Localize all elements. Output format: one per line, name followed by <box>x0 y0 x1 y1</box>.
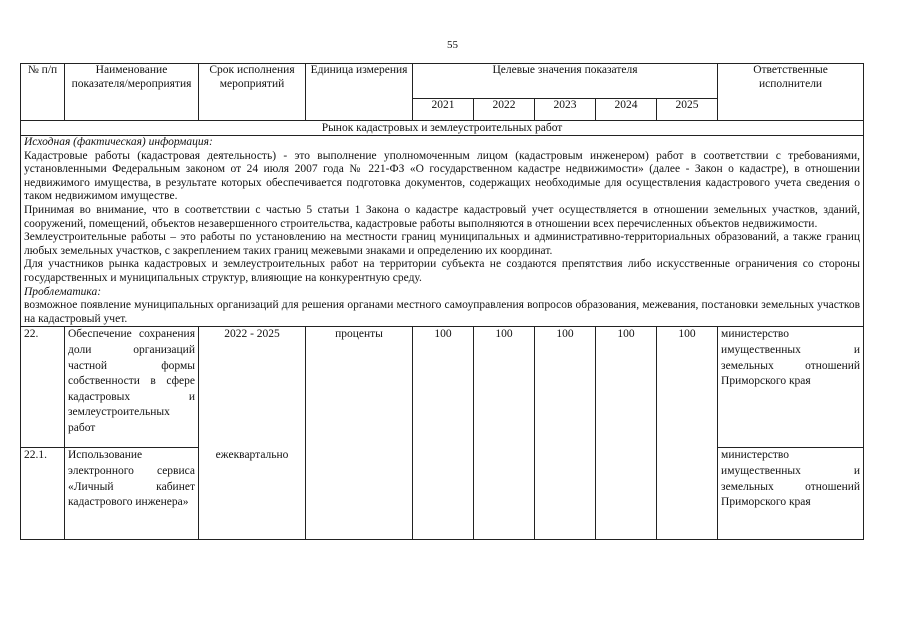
year-2025: 2025 <box>657 99 718 121</box>
row-value-2024: 100 <box>596 327 657 540</box>
row-num: 22. <box>21 327 65 448</box>
row-value-2025: 100 <box>657 327 718 540</box>
row-value-2023: 100 <box>535 327 596 540</box>
header-name: Наименование показателя/мероприятия <box>65 64 199 121</box>
header-unit: Единица измерения <box>306 64 413 121</box>
header-target: Целевые значения показателя <box>413 64 718 99</box>
initial-info-label: Исходная (фактическая) информация: <box>24 136 213 148</box>
row-term: 2022 - 2025 ежеквартально <box>199 327 306 540</box>
info-paragraph-3: Землеустроительные работы – это работы по установлению на местности границ муниципальных и административно-территориальных образований, а также границ любых земельных участков, с закреплением таких границ межевыми знаками и определению их координат. <box>24 231 861 257</box>
year-2022: 2022 <box>474 99 535 121</box>
row-unit: проценты <box>306 327 413 540</box>
row-responsible: министерство имущественных и земельных отношений Приморского края <box>718 327 864 448</box>
section-row <box>21 121 864 136</box>
row-value-2021: 100 <box>413 327 474 540</box>
indicators-table <box>20 63 864 540</box>
problem-label: Проблематика: <box>24 285 102 298</box>
header-row <box>21 64 864 99</box>
row-name: Использование электронного сервиса «Личный кабинет кадастрового инженера» <box>65 448 199 540</box>
page-number: 55 <box>447 39 458 51</box>
header-num: № п/п <box>21 64 65 121</box>
row-term-2: ежеквартально <box>215 448 289 461</box>
section-title: Рынок кадастровых и землеустроительных работ <box>21 121 864 136</box>
year-2023: 2023 <box>535 99 596 121</box>
problem-paragraph: возможное появление муниципальных организаций для решения органами местного самоуправления вопросов образования, межевания, постановки земельных участков на кадастровый учет. <box>24 299 861 325</box>
info-paragraph-1: Кадастровые работы (кадастровая деятельность) - это выполнение уполномоченным лицом (кадастровым инженером) работ в соответствии с требованиями, установленными Федеральным законом от 24 июля 2007 года № 221-ФЗ «О государственном кадастре недвижимости» (далее - Закон о кадастре), в отношении недвижимого имущества, в результате которых обеспечивается подготовка документов, содержащих необходимые для осуществления кадастрового учета сведения о таком недвижимом имуществе. <box>24 149 861 203</box>
info-paragraph-4: Для участников рынка кадастровых и землеустроительных работ на территории субъекта не создаются препятствия либо искусственные ограничения со стороны государственных и муниципальных структур, влияющие на конкурентную среду. <box>24 258 861 284</box>
row-num: 22.1. <box>21 448 65 540</box>
info-paragraph-2: Принимая во внимание, что в соответствии с частью 5 статьи 1 Закона о кадастре кадастровый учет осуществляется в отношении земельных участков, зданий, сооружений, помещений, объектов незавершенного строительства, кадастровые работы выполняются в отношении всех перечисленных объектов недвижимости. <box>24 203 861 230</box>
table-row <box>21 327 864 448</box>
row-value-2022: 100 <box>474 327 535 540</box>
row-name: Обеспечение сохранения доли организаций частной формы собственности в сфере кадастровых и землеустроительных работ <box>65 327 199 448</box>
year-2021: 2021 <box>413 99 474 121</box>
info-row <box>21 136 864 327</box>
year-2024: 2024 <box>596 99 657 121</box>
header-term: Срок исполнения мероприятий <box>199 64 306 121</box>
initial-info <box>21 136 864 327</box>
row-responsible: министерство имущественных и земельных отношений Приморского края <box>718 448 864 540</box>
header-responsible: Ответственные исполнители <box>718 64 864 121</box>
